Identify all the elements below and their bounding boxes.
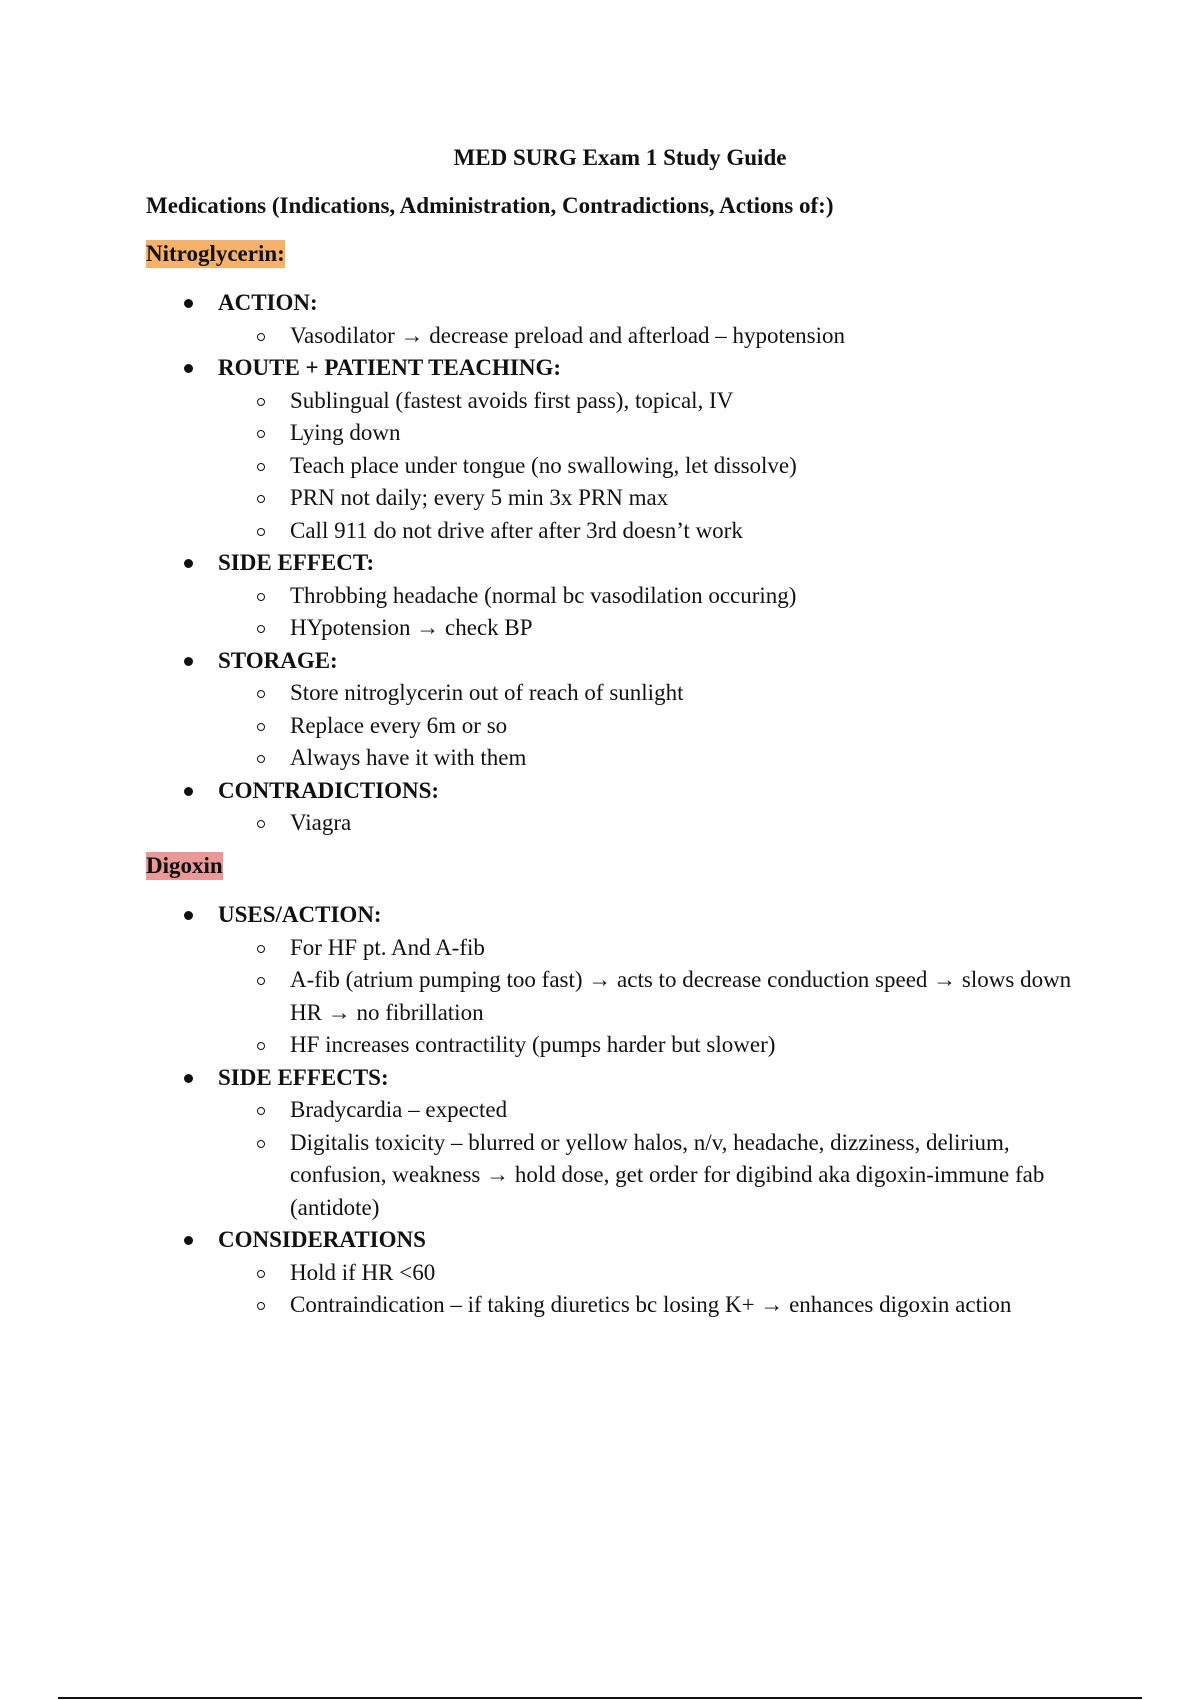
item-label: CONSIDERATIONS <box>218 1227 426 1252</box>
sub-bullet-icon <box>257 593 265 601</box>
sub-bullet-icon <box>257 723 265 731</box>
nitroglycerin-heading: Nitroglycerin: <box>146 241 285 266</box>
sub-bullet-icon <box>257 463 265 471</box>
item-label: STORAGE: <box>218 647 338 673</box>
sub-item-text: Call 911 do not drive after after 3rd doesn’t work <box>290 517 743 543</box>
sub-bullet-icon <box>257 1107 265 1115</box>
item-label: SIDE EFFECT: <box>218 550 375 575</box>
item-label: ROUTE + PATIENT TEACHING: <box>218 355 562 380</box>
list-item <box>0 775 1120 840</box>
sub-item-text: Always have it with them <box>290 745 527 770</box>
sub-item <box>0 320 1120 353</box>
sub-item <box>0 932 1120 965</box>
sub-bullet-icon <box>257 1270 265 1278</box>
sub-bullet-icon <box>257 398 265 406</box>
section-heading: Medications (Indications, Administration, Contradictions, Actions of:) <box>146 193 834 218</box>
sub-item <box>0 450 1120 483</box>
list-item <box>0 1224 1120 1322</box>
sub-bullet-icon <box>257 333 265 341</box>
sub-item <box>0 710 1120 743</box>
sub-bullet-icon <box>257 945 265 953</box>
sub-item <box>0 385 1120 418</box>
list-item <box>0 899 1120 1062</box>
bullet-icon <box>184 787 193 796</box>
sub-item <box>0 417 1120 450</box>
sub-bullet-icon <box>257 528 265 536</box>
sub-bullet-icon <box>257 1302 265 1310</box>
bullet-icon <box>184 299 193 308</box>
sub-item-text: HF increases contractility (pumps harder but slower) <box>290 1032 776 1057</box>
sub-item <box>0 677 1120 710</box>
sub-item <box>0 1094 1120 1127</box>
sub-item-text: Teach place under tongue (no swallowing, let dissolve) <box>290 452 797 478</box>
digoxin-list <box>0 899 1120 1322</box>
bullet-icon <box>184 1236 193 1245</box>
sub-item <box>0 1029 1120 1062</box>
sub-item <box>0 482 1120 515</box>
sub-item <box>0 1127 1120 1225</box>
bullet-icon <box>184 364 193 373</box>
sub-item-text: Hold if HR <60 <box>290 1259 436 1285</box>
bullet-icon <box>184 911 193 920</box>
sub-item <box>0 807 1120 840</box>
sub-item <box>0 1289 1120 1322</box>
sub-item-text: Bradycardia – expected <box>290 1097 508 1122</box>
nitroglycerin-list <box>0 287 1120 840</box>
bullet-icon <box>184 657 193 666</box>
sub-item-text: For HF pt. And A-fib <box>290 934 485 960</box>
sub-item-text: Lying down <box>290 420 401 445</box>
sub-item-text: Contraindication – if taking diuretics bc losing K+ → enhances digoxin action <box>290 1292 1012 1317</box>
sub-bullet-icon <box>257 755 265 763</box>
sub-item-text: Store nitroglycerin out of reach of sunlight <box>290 680 684 705</box>
sub-bullet-icon <box>257 625 265 633</box>
sub-bullet-icon <box>257 1140 265 1148</box>
list-item <box>0 645 1120 775</box>
list-item <box>0 1062 1120 1225</box>
sub-item-text: Viagra <box>290 810 352 835</box>
item-label: CONTRADICTIONS: <box>218 777 440 803</box>
sub-item <box>0 515 1120 548</box>
sub-item <box>0 1257 1120 1290</box>
sub-item <box>0 964 1120 1029</box>
sub-item <box>0 742 1120 775</box>
sub-item-text: A-fib (atrium pumping too fast) → acts to decrease conduction speed → slows down HR → no fibrillation <box>290 967 1072 1025</box>
sub-bullet-icon <box>257 430 265 438</box>
bottom-divider <box>58 1697 1142 1699</box>
digoxin-heading: Digoxin <box>146 853 223 878</box>
item-label: ACTION: <box>218 290 318 315</box>
sub-item-text: Digitalis toxicity – blurred or yellow halos, n/v, headache, dizziness, delirium, confusion, weakness → hold dose, get order for digibind aka digoxin-immune fab (antidote) <box>290 1129 1045 1220</box>
bullet-icon <box>184 1074 193 1083</box>
item-label: USES/ACTION: <box>218 902 382 927</box>
list-item <box>0 547 1120 645</box>
sub-item-text: Replace every 6m or so <box>290 712 508 738</box>
sub-item-text: Sublingual (fastest avoids first pass), topical, IV <box>290 387 734 413</box>
sub-bullet-icon <box>257 690 265 698</box>
sub-item-text: PRN not daily; every 5 min 3x PRN max <box>290 485 669 510</box>
sub-bullet-icon <box>257 820 265 828</box>
bullet-icon <box>184 559 193 568</box>
page-title: MED SURG Exam 1 Study Guide <box>453 145 787 170</box>
list-item <box>0 287 1120 352</box>
sub-bullet-icon <box>257 495 265 503</box>
sub-bullet-icon <box>257 1042 265 1050</box>
sub-item <box>0 612 1120 645</box>
sub-item-text: Throbbing headache (normal bc vasodilation occuring) <box>290 582 797 608</box>
item-label: SIDE EFFECTS: <box>218 1064 389 1090</box>
sub-bullet-icon <box>257 977 265 985</box>
sub-item-text: HYpotension → check BP <box>290 615 533 640</box>
list-item <box>0 352 1120 547</box>
sub-item <box>0 580 1120 613</box>
sub-item-text: Vasodilator → decrease preload and afterload – hypotension <box>290 322 845 348</box>
